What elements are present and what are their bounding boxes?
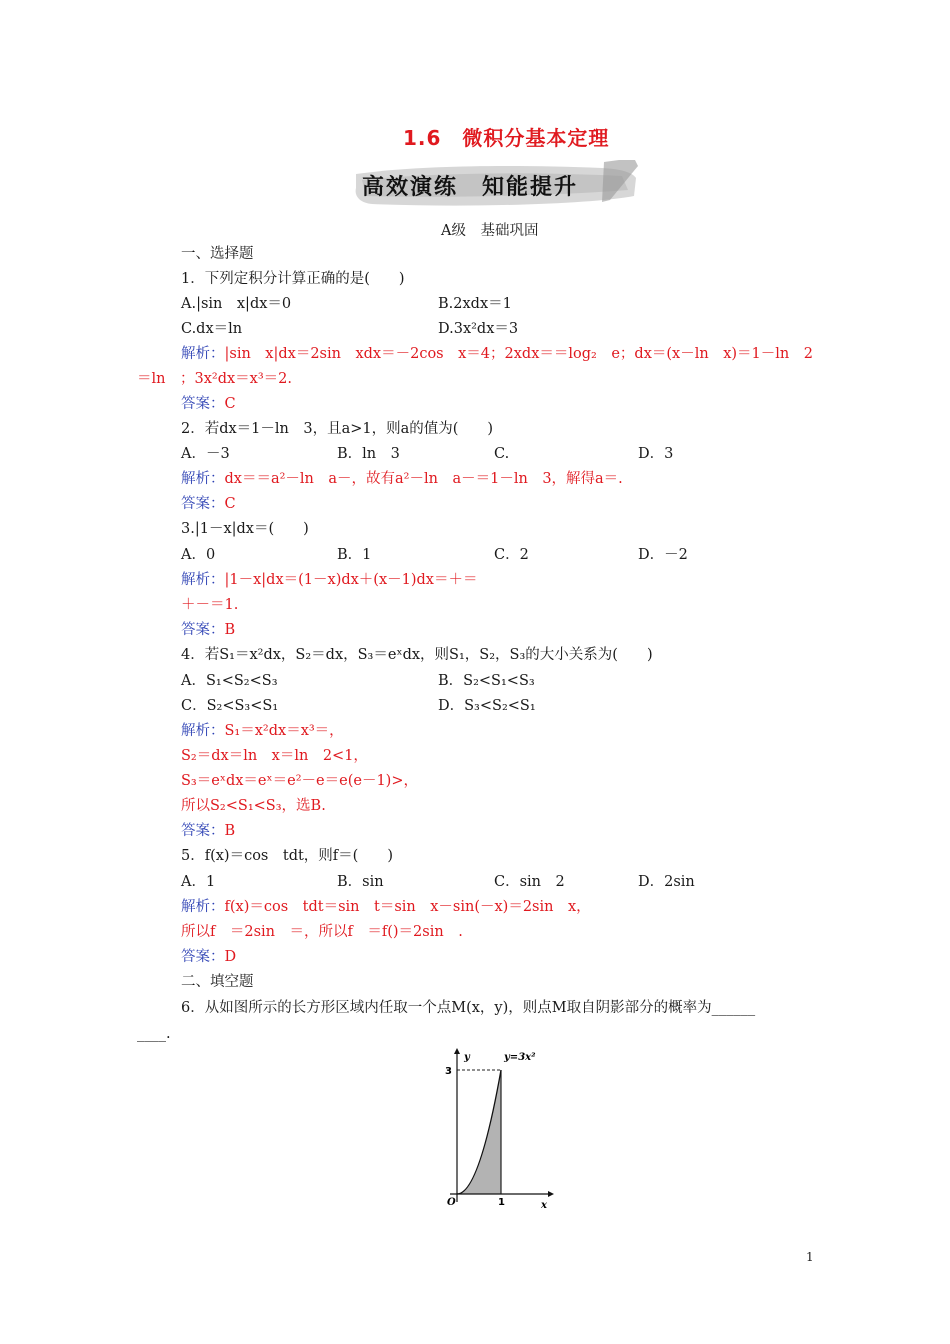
question-3-solution-line-1: [181, 570, 478, 590]
question-1-option-c: C.dx＝ln: [181, 321, 243, 337]
question-1-option-a: A.|sin x|dx＝0: [181, 296, 292, 312]
question-4-option-d: D．S₃<S₂<S₁: [438, 698, 536, 714]
question-6-stem: 6．从如图所示的长方形区域内任取一个点M(x，y)，则点M取自阴影部分的概率为______: [181, 1000, 756, 1016]
solution-text: S₁＝x²dx＝x³＝，: [224, 723, 344, 739]
solution-label: 解析：: [181, 723, 225, 739]
level-heading: A级 基础巩固: [441, 223, 539, 239]
answer-label: 答案：: [181, 622, 225, 638]
answer-label: 答案：: [181, 496, 225, 512]
question-4-option-c: C．S₂<S₃<S₁: [181, 698, 279, 714]
question-2-stem: 2．若dx＝1－ln 3，且a>1，则a的值为( ): [181, 421, 494, 437]
section-heading-fill: 二、填空题: [181, 974, 254, 990]
question-1-stem: 1．下列定积分计算正确的是( ): [181, 271, 405, 287]
solution-text: f(x)＝cos tdt＝sin t＝sin x－sin(－x)＝2sin x，: [224, 899, 591, 915]
answer-label: 答案：: [181, 949, 225, 965]
question-6-figure: [440, 1046, 560, 1216]
shaded-region: [457, 1070, 501, 1194]
x-tick-label: 1: [498, 1197, 505, 1208]
answer-value: B: [224, 622, 236, 638]
origin-label: O: [447, 1197, 456, 1208]
section-heading-choice: 一、选择题: [181, 246, 254, 262]
question-5-solution-line-1: [181, 897, 591, 917]
solution-text: dx＝＝a²－ln a－，故有a²－ln a－＝1－ln 3，解得a＝.: [224, 471, 623, 487]
page-title: 1.6 微积分基本定理: [403, 126, 610, 150]
question-3-answer: [181, 620, 235, 640]
question-3-option-d: D．－2: [638, 547, 688, 563]
question-4-solution-line-3: S₃＝eˣdx＝eˣ＝e²－e＝e(e－1)>，: [181, 773, 418, 789]
question-1-option-d: D.3x²dx＝3: [438, 321, 519, 337]
answer-value: B: [224, 823, 236, 839]
x-axis-label: x: [541, 1200, 547, 1211]
y-axis-arrow: [454, 1048, 460, 1054]
question-2-option-a: A．－3: [181, 446, 230, 462]
y-axis-label: y: [464, 1052, 470, 1063]
question-2-answer: [181, 494, 236, 514]
question-1-solution-line-2: ＝ln ；3x²dx＝x³＝2.: [137, 371, 292, 387]
question-1-solution-line-1: [181, 344, 813, 364]
question-2-option-d: D．3: [638, 446, 674, 462]
question-5-stem: 5．f(x)＝cos tdt，则f＝( ): [181, 848, 393, 864]
question-2-option-c: C.: [494, 446, 510, 462]
solution-text: |sin x|dx＝2sin xdx＝－2cos x＝4；2xdx＝＝log₂ e；dx＝(x－ln x)＝1－ln 2: [224, 346, 813, 362]
question-4-option-b: B．S₂<S₁<S₃: [438, 673, 535, 689]
question-3-option-b: B．1: [337, 547, 372, 563]
question-4-solution-line-2: S₂＝dx＝ln x＝ln 2<1，: [181, 748, 368, 764]
question-5-option-a: A．1: [181, 874, 216, 890]
question-4-option-a: A．S₁<S₂<S₃: [181, 673, 278, 689]
page-number: 1: [806, 1250, 814, 1264]
curve-label: y=3x²: [504, 1052, 536, 1063]
solution-label: 解析：: [181, 572, 225, 588]
question-3-stem: 3.|1－x|dx＝( ): [181, 521, 309, 537]
question-4-solution-line-4: 所以S₂<S₁<S₃，选B.: [181, 798, 326, 814]
answer-value: C: [224, 496, 236, 512]
question-2-solution: [181, 469, 623, 489]
answer-label: 答案：: [181, 396, 225, 412]
y-tick-label: 3: [445, 1066, 452, 1077]
question-5-solution-line-2: 所以f ＝2sin ＝，所以f ＝f()＝2sin .: [181, 924, 463, 940]
solution-text: |1－x|dx＝(1－x)dx＋(x－1)dx＝＋＝: [224, 572, 478, 588]
question-3-option-c: C．2: [494, 547, 529, 563]
answer-label: 答案：: [181, 823, 225, 839]
question-1-option-b: B.2xdx＝1: [438, 296, 512, 312]
question-4-answer: [181, 821, 235, 841]
solution-label: 解析：: [181, 471, 225, 487]
solution-label: 解析：: [181, 346, 225, 362]
x-axis-arrow: [548, 1191, 554, 1197]
question-5-option-d: D．2sin: [638, 874, 695, 890]
question-3-option-a: A．0: [181, 547, 216, 563]
question-5-answer: [181, 947, 236, 967]
question-3-solution-line-2: ＋－＝1.: [181, 597, 239, 613]
question-5-option-c: C．sin 2: [494, 874, 565, 890]
question-5-option-b: B．sin: [337, 874, 384, 890]
solution-label: 解析：: [181, 899, 225, 915]
question-4-solution-line-1: [181, 721, 344, 741]
answer-value: D: [224, 949, 237, 965]
question-2-option-b: B．ln 3: [337, 446, 400, 462]
banner-title: 高效演练 知能提升: [362, 175, 579, 200]
question-1-answer: [181, 394, 236, 414]
question-6-stem-continued: ____.: [137, 1026, 171, 1042]
question-4-stem: 4．若S₁＝x²dx，S₂＝dx，S₃＝eˣdx，则S₁，S₂，S₃的大小关系为( ): [181, 647, 653, 663]
answer-value: C: [224, 396, 236, 412]
